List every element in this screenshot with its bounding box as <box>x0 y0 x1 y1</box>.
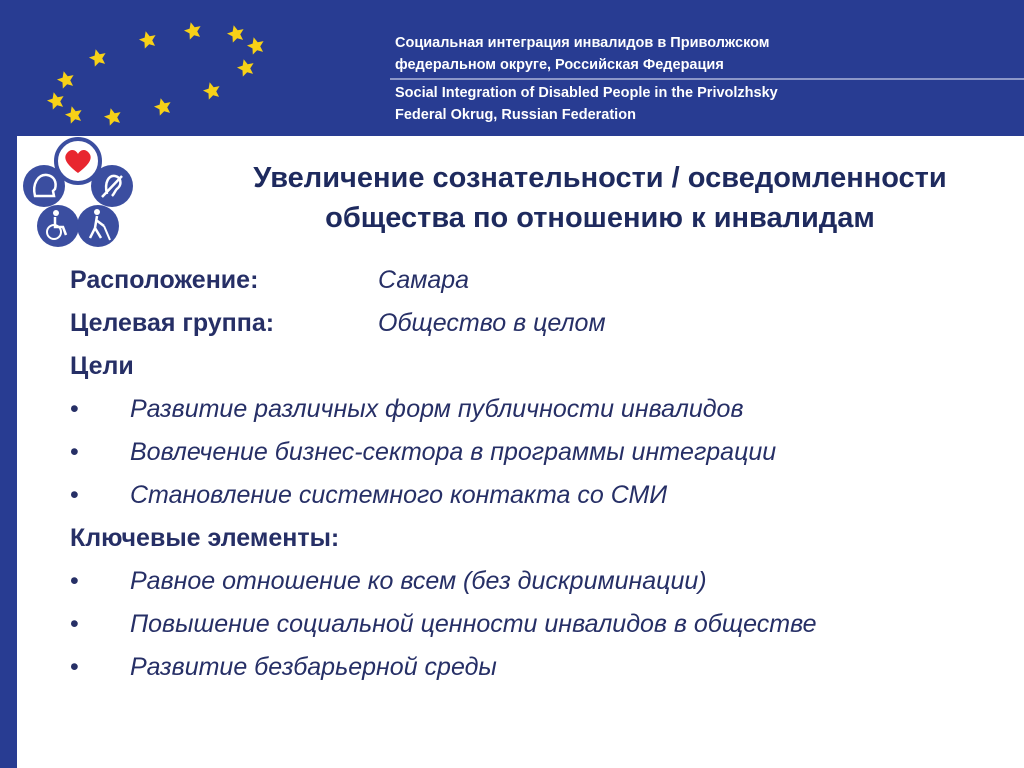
bullet-icon: • <box>70 481 79 509</box>
bullet-icon: • <box>70 438 79 466</box>
key-element-item-text: Равное отношение ко всем (без дискриминации) <box>130 567 707 595</box>
location-label: Расположение: <box>70 266 259 294</box>
eu-stars-icon <box>0 0 300 136</box>
goal-item <box>70 388 1000 431</box>
goal-item <box>70 474 1000 517</box>
header-ru-line-2: федеральном округе, Российская Федерация <box>395 57 724 73</box>
title-line-2: общества по отношению к инвалидам <box>325 202 875 234</box>
target-group-row <box>70 302 1000 345</box>
key-element-item <box>70 646 1000 689</box>
disability-logo <box>18 136 138 254</box>
header-banner <box>0 0 1024 136</box>
header-title-ru <box>395 32 1005 76</box>
goal-item-text: Становление системного контакта со СМИ <box>130 481 668 509</box>
goal-item-text: Вовлечение бизнес-сектора в программы интеграции <box>130 438 777 466</box>
goal-item-text: Развитие различных форм публичности инвалидов <box>130 395 744 423</box>
header-divider <box>390 78 1024 80</box>
header-en-line-1: Social Integration of Disabled People in the Privolzhsky <box>395 85 778 101</box>
goals-heading: Цели <box>70 352 134 380</box>
location-value: Самара <box>378 266 470 294</box>
key-element-item <box>70 603 1000 646</box>
key-element-item-text: Развитие безбарьерной среды <box>130 653 497 681</box>
left-accent-bar <box>0 136 17 768</box>
header-ru-line-1: Социальная интеграция инвалидов в Приволжском <box>395 35 770 51</box>
blind-person-icon <box>77 205 119 247</box>
title-line-1: Увеличение сознательности / осведомленности <box>253 162 947 194</box>
wheelchair-icon <box>37 205 79 247</box>
bullet-icon: • <box>70 395 79 423</box>
key-element-item-text: Повышение социальной ценности инвалидов в обществе <box>130 610 817 638</box>
bullet-icon: • <box>70 653 79 681</box>
key-element-item <box>70 560 1000 603</box>
deaf-ear-icon <box>91 165 133 207</box>
head-icon <box>23 165 65 207</box>
key-elements-heading: Ключевые элементы: <box>70 524 340 552</box>
header-title-en <box>395 82 1005 126</box>
target-group-label: Целевая группа: <box>70 309 275 337</box>
header-en-line-2: Federal Okrug, Russian Federation <box>395 107 636 123</box>
slide-title <box>180 158 1020 238</box>
target-group-value: Общество в целом <box>378 309 606 337</box>
goals-heading-row <box>70 345 1000 388</box>
key-elements-heading-row <box>70 517 1000 560</box>
goal-item <box>70 431 1000 474</box>
bullet-icon: • <box>70 567 79 595</box>
slide-content <box>70 259 1000 689</box>
bullet-icon: • <box>70 610 79 638</box>
location-row <box>70 259 1000 302</box>
